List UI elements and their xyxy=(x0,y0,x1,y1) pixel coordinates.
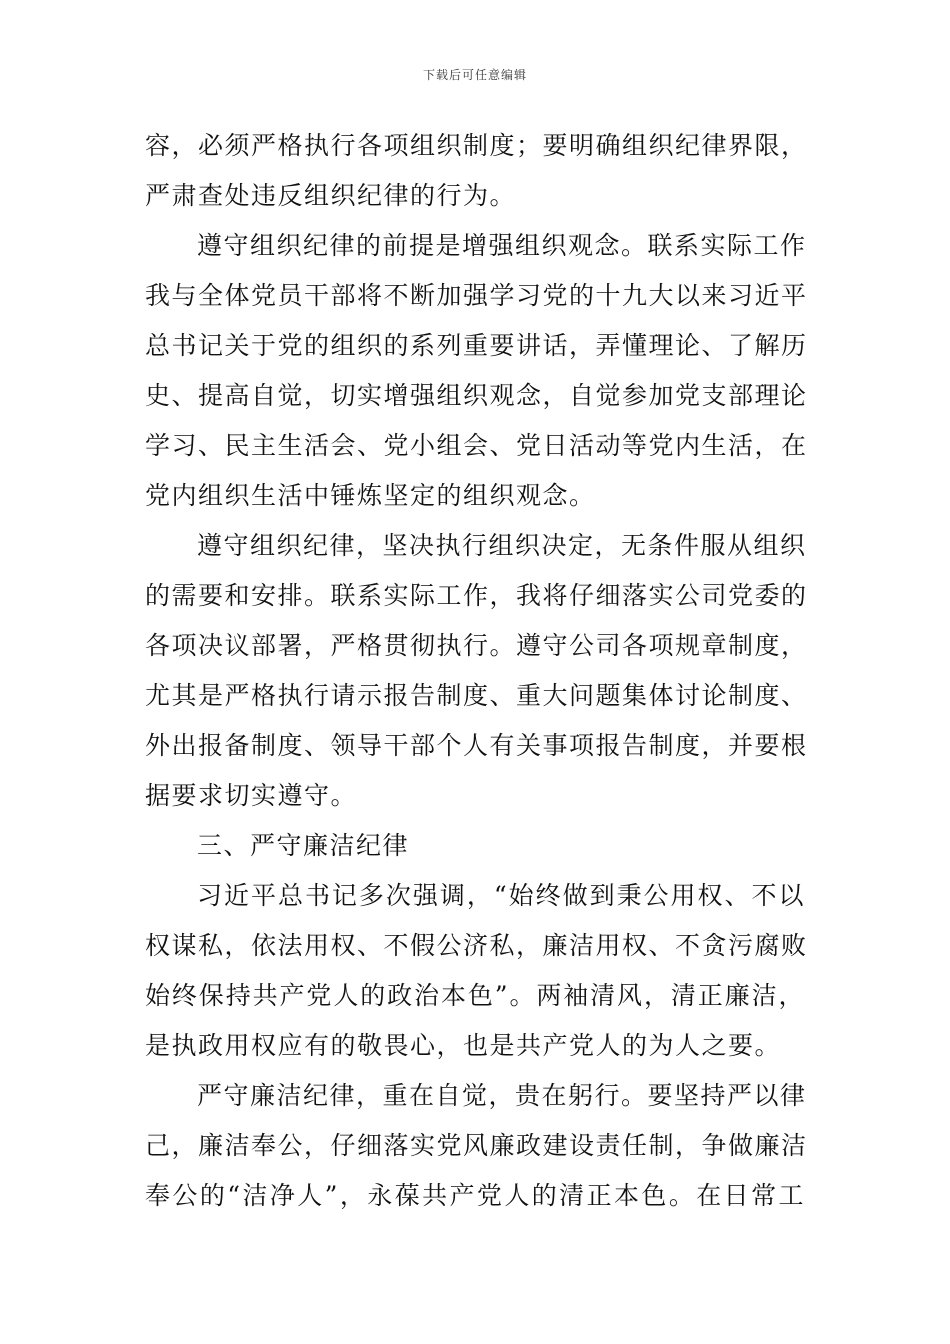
text-line: 党内组织生活中锤炼坚定的组织观念。 xyxy=(145,481,596,510)
text-line: 外出报备制度、领导干部个人有关事项报告制度，并要根 xyxy=(145,731,808,760)
text-line: 总书记关于党的组织的系列重要讲话，弄懂理论、了解历 xyxy=(145,331,808,360)
paragraph-first-line: 习近平总书记多次强调，“始终做到秉公用权、不以 xyxy=(197,881,805,910)
text-line: 尤其是严格执行请示报告制度、重大问题集体讨论制度、 xyxy=(145,681,808,710)
text-line: 史、提高自觉，切实增强组织观念，自觉参加党支部理论 xyxy=(145,381,808,410)
document-body xyxy=(145,126,808,1226)
text-line: 据要求切实遵守。 xyxy=(145,781,358,810)
paragraph-first-line: 严守廉洁纪律，重在自觉，贵在躬行。要坚持严以律 xyxy=(197,1081,807,1110)
section-heading: 三、严守廉洁纪律 xyxy=(197,831,410,860)
text-line: 是执政用权应有的敬畏心，也是共产党人的为人之要。 xyxy=(145,1031,782,1060)
paragraph-first-line: 遵守组织纪律的前提是增强组织观念。联系实际工作 xyxy=(197,231,807,260)
text-line: 权谋私，依法用权、不假公济私，廉洁用权、不贪污腐败 xyxy=(145,931,808,960)
text-line: 严肃查处违反组织纪律的行为。 xyxy=(145,181,517,210)
paragraph-first-line: 遵守组织纪律，坚决执行组织决定，无条件服从组织 xyxy=(197,531,807,560)
text-line: 学习、民主生活会、党小组会、党日活动等党内生活，在 xyxy=(145,431,808,460)
text-line: 己，廉洁奉公，仔细落实党风廉政建设责任制，争做廉洁 xyxy=(145,1131,808,1160)
page-header: 下载后可任意编辑 xyxy=(422,68,527,82)
text-line: 的需要和安排。联系实际工作，我将仔细落实公司党委的 xyxy=(145,581,808,610)
text-line: 奉公的“洁净人”，永葆共产党人的清正本色。在日常工 xyxy=(145,1181,805,1210)
text-line: 各项决议部署，严格贯彻执行。遵守公司各项规章制度， xyxy=(145,631,808,660)
text-line: 始终保持共产党人的政治本色”。两袖清风，清正廉洁， xyxy=(145,981,805,1010)
text-line: 我与全体党员干部将不断加强学习党的十九大以来习近平 xyxy=(145,281,808,310)
text-line: 容，必须严格执行各项组织制度；要明确组织纪律界限， xyxy=(145,131,808,160)
